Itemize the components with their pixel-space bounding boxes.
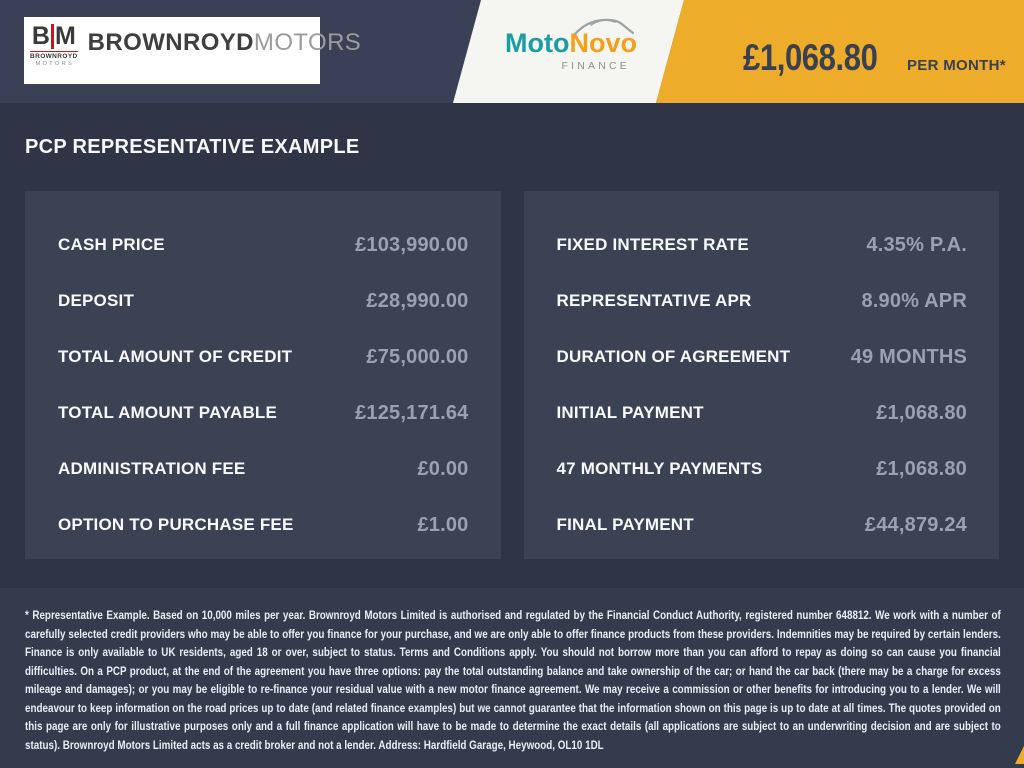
row-option-to-purchase-fee bbox=[58, 497, 469, 553]
row-label: CASH PRICE bbox=[58, 235, 165, 254]
per-month-label: PER MONTH* bbox=[907, 57, 1006, 74]
row-label: OPTION TO PURCHASE FEE bbox=[58, 515, 294, 534]
row-value: £1,068.80 bbox=[876, 457, 967, 480]
row-total-amount-of-credit bbox=[58, 329, 469, 385]
logo-red-divider bbox=[51, 24, 54, 49]
dealer-name-brownroyd: BROWNROYD bbox=[87, 29, 254, 56]
row-value: 4.35% P.A. bbox=[866, 233, 967, 256]
row-value: £1,068.80 bbox=[876, 401, 967, 424]
dealer-logo bbox=[24, 17, 362, 84]
row-label: TOTAL AMOUNT PAYABLE bbox=[58, 403, 278, 422]
car-swoosh-icon bbox=[573, 16, 635, 36]
row-label: DEPOSIT bbox=[58, 291, 135, 310]
row-label: DURATION OF AGREEMENT bbox=[556, 347, 791, 366]
disclaimer-footer bbox=[0, 588, 1024, 768]
header-banner bbox=[0, 0, 1024, 103]
row-value: £44,879.24 bbox=[864, 513, 967, 536]
row-value: £1.00 bbox=[417, 513, 469, 536]
monogram-letter-b: B bbox=[31, 22, 50, 50]
row-label: REPRESENTATIVE APR bbox=[556, 291, 752, 310]
motonovo-finance-text: FINANCE bbox=[561, 60, 630, 72]
row-total-amount-payable bbox=[58, 385, 469, 441]
row-administration-fee bbox=[58, 441, 469, 497]
representative-example-disclaimer: * Representative Example. Based on 10,000 miles per year. Brownroyd Motors Limited is authorised and regulated by the Financial Conduct Authority, registered number 648812. We work with a number of carefully selected credit providers who may be able to offer you finance for your purchase, and we are only able to offer finance products from these providers. Indemnities may be required by certain lenders. Finance is only available to UK residents, aged 18 or over, subject to status. Terms and Conditions apply. You should not borrow more than you can afford to repay as doing so can cause you financial difficulties. On a PCP product, at the end of the agreement you have three options: pay the total outstanding balance and take ownership of the car; or hand the car back (there may be a charge for excess mileage and damages); or you may be eligible to re-finance your residual value with a new motor finance agreement. We may receive a commission or other benefits for introducing you to a lender. We will endeavour to keep information on the road prices up to date (and related finance examples) but we cannot guarantee that the information shown on this page is up to date at all times. The quotes provided on this page are only for illustrative purposes only and a full finance application will have to be made to determine the exact details (all applications are subject to an underwriting decision and are subject to status). Brownroyd Motors Limited acts as a credit broker and not a lender. Address: Hardfield Garage, Heywood, OL10 1DL bbox=[25, 608, 1001, 752]
row-value: £103,990.00 bbox=[355, 233, 469, 256]
motonovo-novo-text: Novo bbox=[569, 28, 637, 58]
row-value: £0.00 bbox=[417, 457, 469, 480]
page-title: PCP REPRESENTATIVE EXAMPLE bbox=[25, 136, 360, 158]
row-label: INITIAL PAYMENT bbox=[556, 403, 704, 422]
row-label: TOTAL AMOUNT OF CREDIT bbox=[58, 347, 293, 366]
row-initial-payment bbox=[557, 385, 968, 441]
motonovo-moto-text: Moto bbox=[505, 28, 570, 58]
dealer-monogram bbox=[30, 24, 78, 67]
row-deposit bbox=[58, 273, 469, 329]
gold-corner-accent bbox=[1015, 746, 1024, 764]
row-cash-price bbox=[58, 217, 469, 273]
row-label: 47 MONTHLY PAYMENTS bbox=[556, 459, 763, 478]
monogram-letter-m: M bbox=[54, 22, 76, 50]
main-content bbox=[0, 136, 1024, 559]
finance-panel-right bbox=[524, 191, 1000, 559]
monogram-brownroyd-text: BROWNROYD bbox=[30, 53, 78, 60]
row-final-payment bbox=[557, 497, 968, 553]
row-value: 8.90% APR bbox=[861, 289, 967, 312]
row-label: ADMINISTRATION FEE bbox=[58, 459, 246, 478]
row-label: FIXED INTEREST RATE bbox=[556, 235, 749, 254]
row-label: FINAL PAYMENT bbox=[556, 515, 694, 534]
row-value: £28,990.00 bbox=[366, 289, 469, 312]
row-fixed-interest-rate bbox=[557, 217, 968, 273]
monthly-price: £1,068.80 bbox=[743, 37, 878, 78]
row-duration-of-agreement bbox=[557, 329, 968, 385]
monogram-motors-text: MOTORS bbox=[35, 61, 75, 67]
dealer-name-motors: MOTORS bbox=[253, 29, 362, 56]
row-value: 49 MONTHS bbox=[850, 345, 967, 368]
finance-panels bbox=[25, 191, 999, 559]
row-monthly-payments bbox=[557, 441, 968, 497]
finance-panel-left bbox=[25, 191, 501, 559]
row-value: £125,171.64 bbox=[355, 401, 469, 424]
row-representative-apr bbox=[557, 273, 968, 329]
monthly-price-banner bbox=[743, 0, 1006, 103]
motonovo-finance-logo bbox=[505, 28, 637, 72]
row-value: £75,000.00 bbox=[366, 345, 469, 368]
dealer-name bbox=[88, 29, 362, 57]
